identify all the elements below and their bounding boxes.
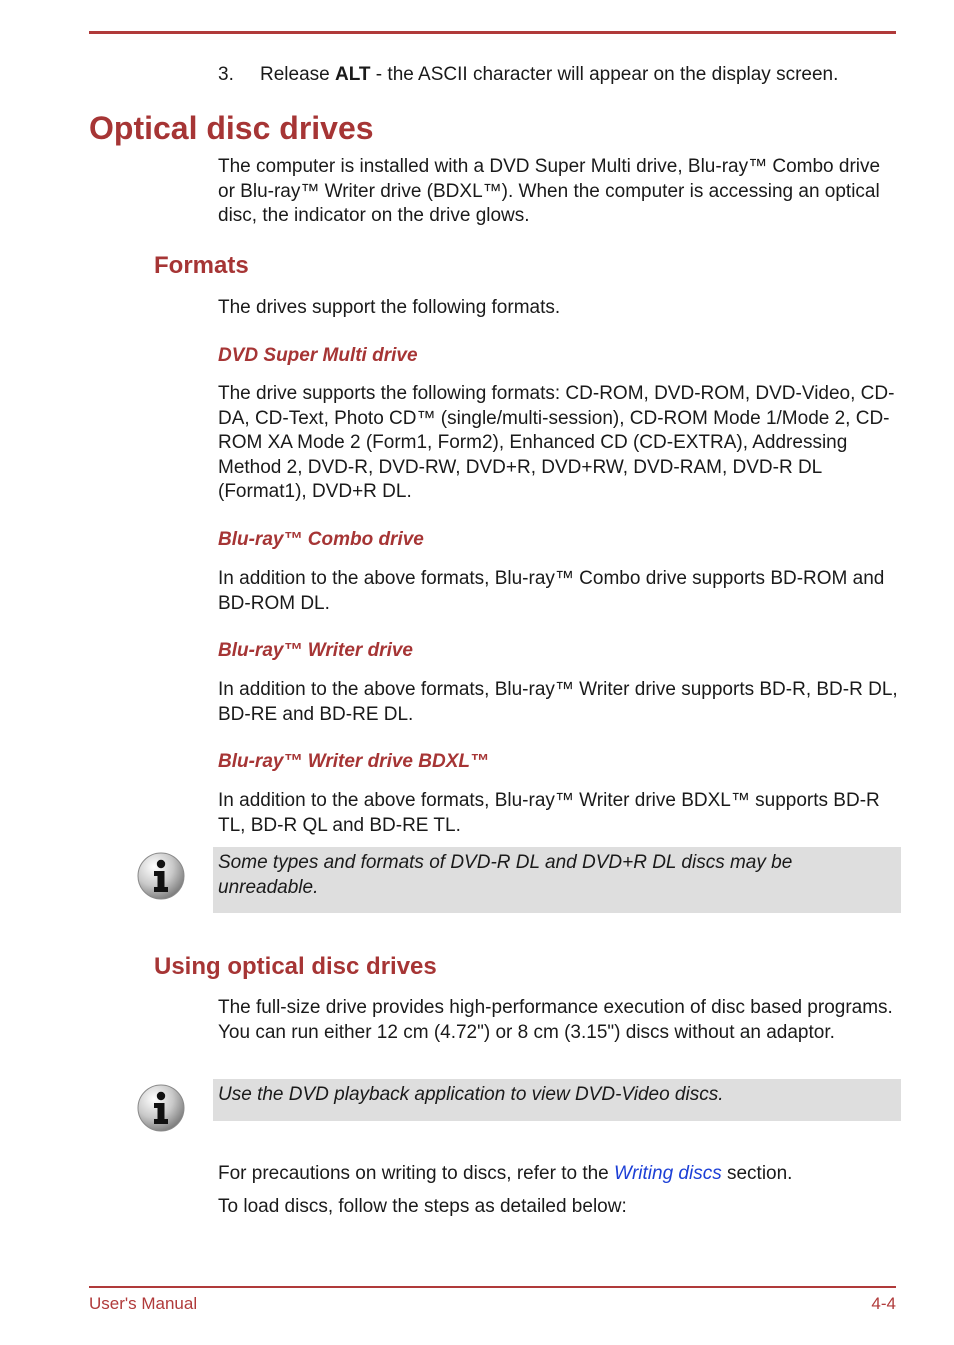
using-paragraph: The full-size drive provides high-performance execution of disc based programs. You can run either 12 cm (4.72") or 8 cm (3.15") discs without an adaptor. — [218, 997, 893, 1043]
formats-heading: Formats — [154, 252, 249, 279]
step-text-before: Release — [260, 64, 335, 85]
note-formats: Some types and formats of DVD-R DL and DVD+R DL discs may be unreadable. — [213, 847, 901, 913]
writer-heading: Blu-ray™ Writer drive — [218, 640, 413, 661]
step-item — [218, 63, 838, 87]
combo-paragraph: In addition to the above formats, Blu-ray™ Combo drive supports BD-ROM and BD-ROM DL. — [218, 568, 885, 614]
precautions-text-before: For precautions on writing to discs, refer to the — [218, 1163, 615, 1184]
formats-intro: The drives support the following formats. — [218, 297, 561, 318]
precautions-text-after: section. — [721, 1163, 793, 1184]
using-heading: Using optical disc drives — [154, 953, 437, 980]
intro-paragraph: The computer is installed with a DVD Super Multi drive, Blu-ray™ Combo drive or Blu-ray™ Writer drive (BDXL™). When the computer is accessing an optical disc, the indicator on the drive glows. — [218, 156, 881, 226]
step-number: 3. — [218, 64, 234, 85]
bdxl-paragraph: In addition to the above formats, Blu-ray™ Writer drive BDXL™ supports BD-R TL, BD-R QL and BD-RE TL. — [218, 790, 880, 836]
info-icon — [136, 851, 186, 901]
note-playback: Use the DVD playback application to view DVD-Video discs. — [213, 1079, 901, 1121]
footer-manual-label: User's Manual — [89, 1294, 198, 1313]
step-key: ALT — [335, 64, 371, 85]
page-title: Optical disc drives — [89, 110, 374, 146]
footer-rule — [89, 1286, 896, 1288]
load-discs-paragraph: To load discs, follow the steps as detailed below: — [218, 1196, 627, 1217]
precautions-paragraph — [218, 1162, 898, 1187]
writer-paragraph: In addition to the above formats, Blu-ray™ Writer drive supports BD-R, BD-R DL, BD-RE and BD-RE DL. — [218, 679, 898, 725]
combo-heading: Blu-ray™ Combo drive — [218, 529, 424, 550]
footer-page-number: 4-4 — [871, 1294, 896, 1313]
step-text-after: - the ASCII character will appear on the display screen. — [370, 64, 839, 85]
info-icon — [136, 1083, 186, 1133]
bdxl-heading: Blu-ray™ Writer drive BDXL™ — [218, 751, 489, 772]
dvd-paragraph: The drive supports the following formats: CD-ROM, DVD-ROM, DVD-Video, CD-DA, CD-Text, Photo CD™ (single/multi-session), CD-ROM Mode 1/Mode 2, CD-ROM XA Mode 2 (Form1, Form2), Enhanced CD (CD-EXTRA), Addressing Method 2, DVD-R, DVD-RW, DVD+R, DVD+RW, DVD-RAM, DVD-R DL (Format1), DVD+R DL. — [218, 383, 895, 502]
writing-discs-link[interactable]: Writing discs — [614, 1163, 722, 1184]
header-rule — [89, 31, 896, 34]
dvd-heading: DVD Super Multi drive — [218, 345, 418, 366]
